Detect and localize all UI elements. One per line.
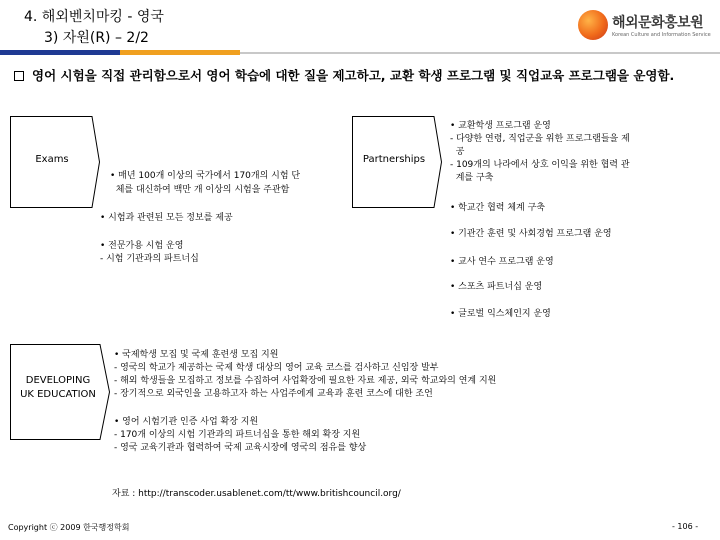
developing-label-line1: DEVELOPING xyxy=(25,375,91,386)
headline xyxy=(12,66,712,85)
developing-line-4: - 장기적으로 외국인을 고용하고자 하는 사업주에게 교육과 훈련 코스에 대한 조언 xyxy=(114,389,433,399)
developing-label-line2: UK EDUCATION xyxy=(20,389,96,400)
partnerships-line-5: 계를 구축 xyxy=(450,173,494,183)
partnerships-line-10: • 글로벌 익스체인지 운영 xyxy=(450,309,551,319)
bar-segment-gray xyxy=(240,52,720,54)
developing-line-5: • 영어 시험기관 인증 사업 확장 지원 xyxy=(114,417,259,427)
logo-text: 해외문화홍보원 xyxy=(612,15,704,31)
developing-line-6: - 170개 이상의 시험 기관과의 파트너십을 통한 해외 확장 지원 xyxy=(114,430,361,440)
footer-copyright: Copyright ⓒ 2009 한국행정학회 xyxy=(8,523,130,532)
source-note: 자료 : http://transcoder.usablenet.com/tt/www.britishcouncil.org/ xyxy=(112,489,401,499)
developing-line-1: • 국제학생 모집 및 국제 훈련생 모집 지원 xyxy=(114,350,279,360)
bar-segment-blue xyxy=(0,50,120,55)
bar-segment-orange xyxy=(120,50,240,55)
logo xyxy=(578,8,711,46)
logo-emblem-icon xyxy=(578,10,608,40)
page-subtitle: 3) 자원(R) – 2/2 xyxy=(44,30,149,46)
partnerships-line-1: • 교환학생 프로그램 운영 xyxy=(450,121,551,131)
developing-label xyxy=(10,374,106,402)
partnerships-line-8: • 교사 연수 프로그램 운영 xyxy=(450,257,554,267)
exams-line-5: - 시험 기관과의 파트너십 xyxy=(100,254,199,264)
partnerships-line-7: • 기관간 훈련 및 사회경험 프로그램 운영 xyxy=(450,229,612,239)
exams-line-1: • 매년 100개 이상의 국가에서 170개의 시험 단 xyxy=(110,171,301,181)
page-title: 4. 해외벤치마킹 - 영국 xyxy=(24,9,164,25)
checkbox-bullet-icon xyxy=(14,71,24,81)
logo-subtext: Korean Culture and Information Service xyxy=(612,32,711,38)
partnerships-label: Partnerships xyxy=(362,154,426,165)
partnerships-line-3: 공 xyxy=(450,147,465,157)
developing-line-3: - 해외 학생들을 모집하고 정보를 수집하여 사업확장에 필요한 자료 제공, 외국 학교와의 연계 지원 xyxy=(114,376,497,386)
exams-arrow-box xyxy=(10,116,100,208)
developing-line-7: - 영국 교육기관과 협력하여 국제 교육시장에 영국의 점유를 향상 xyxy=(114,443,367,453)
headline-text: 영어 시험을 직접 관리함으로서 영어 학습에 대한 질을 제고하고, 교환 학생 프로그램 및 직업교육 프로그램을 운영함. xyxy=(32,68,675,83)
exams-line-2: 체를 대신하여 백만 개 이상의 시험을 주관함 xyxy=(110,185,290,195)
exams-line-4: • 전문가용 시험 운영 xyxy=(100,241,184,251)
exams-line-3: • 시험과 관련된 모든 정보를 제공 xyxy=(100,213,233,223)
header-divider-bar xyxy=(0,50,720,55)
page-number: - 106 - xyxy=(672,522,699,531)
partnerships-line-2: - 다양한 연령, 직업군을 위한 프로그램들을 제 xyxy=(450,134,630,144)
partnerships-line-9: • 스포츠 파트너십 운영 xyxy=(450,282,543,292)
developing-line-2: - 영국의 학교가 제공하는 국제 학생 대상의 영어 교육 코스를 검사하고 신임장 발부 xyxy=(114,363,439,373)
partnerships-line-6: • 학교간 협력 체계 구축 xyxy=(450,203,545,213)
partnerships-line-4: - 109개의 나라에서 상호 이익을 위한 협력 관 xyxy=(450,160,630,170)
exams-label: Exams xyxy=(35,154,69,165)
partnerships-arrow-box xyxy=(352,116,442,208)
developing-arrow-box xyxy=(10,344,110,440)
